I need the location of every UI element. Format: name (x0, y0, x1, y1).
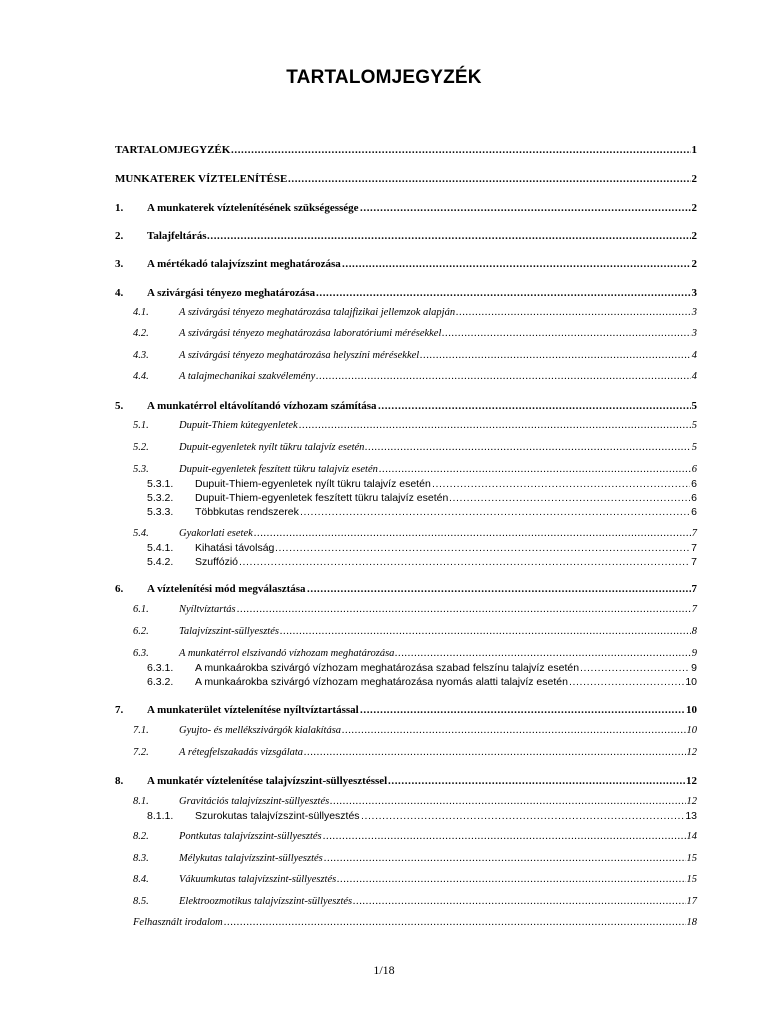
toc-entry-number: 5.3. (133, 464, 149, 475)
toc-entry-page: 5 (691, 442, 697, 453)
toc-entry[interactable] (0, 625, 768, 639)
toc-dot-leader (432, 477, 690, 491)
toc-entry-label: Dupuit-Thiem-egyenletek feszített tükru talajvíz esetén (195, 492, 449, 504)
toc-entry-label: Szurokutas talajvízszint-süllyesztés (195, 810, 360, 822)
toc-dot-leader (324, 852, 686, 866)
toc-entry-number: 1. (115, 202, 124, 214)
toc-entry-number: 4.4. (133, 371, 149, 382)
toc-entry-page: 7 (691, 528, 697, 539)
toc-entry[interactable] (0, 370, 768, 384)
toc-entry-number: 6.3. (133, 648, 149, 659)
toc-entry[interactable] (0, 286, 768, 300)
toc-dot-leader (275, 541, 690, 555)
toc-entry-number: 8. (115, 775, 124, 787)
toc-entry-page: 15 (686, 874, 697, 885)
toc-entry-label: Elektroozmotikus talajvízszint-süllyesztés (179, 896, 353, 907)
toc-entry[interactable] (0, 229, 768, 243)
toc-dot-leader (299, 419, 691, 433)
toc-entry-page: 18 (686, 917, 697, 928)
toc-entry-label: Szuffózió (195, 556, 238, 568)
toc-entry-number: 8.2. (133, 831, 149, 842)
toc-entry-page: 6 (691, 492, 697, 504)
toc-dot-leader (361, 809, 684, 823)
toc-entry-page: 14 (686, 831, 697, 842)
toc-dot-leader (239, 555, 690, 569)
toc-entry[interactable] (0, 647, 768, 661)
toc-entry-number: 3. (115, 258, 124, 270)
toc-entry-number: 8.4. (133, 874, 149, 885)
toc-dot-leader (580, 661, 690, 675)
toc-entry[interactable] (0, 830, 768, 844)
toc-dot-leader (300, 505, 690, 519)
toc-entry-page: 15 (686, 853, 697, 864)
toc-entry[interactable] (0, 201, 768, 215)
toc-dot-leader (337, 873, 686, 887)
toc-entry[interactable] (0, 441, 768, 455)
toc-entry-page: 1 (691, 144, 697, 156)
toc-entry[interactable] (0, 505, 768, 519)
toc-entry-number: 5.2. (133, 442, 149, 453)
toc-entry-label: TARTALOMJEGYZÉK (115, 144, 231, 156)
toc-entry-page: 12 (686, 796, 697, 807)
page-number-footer: 1/18 (373, 963, 395, 977)
toc-entry-number: 5.4. (133, 528, 149, 539)
toc-dot-leader (365, 441, 691, 455)
page-title: TARTALOMJEGYZÉK (286, 67, 482, 88)
toc-dot-leader (342, 257, 691, 271)
toc-entry-number: 5.4.1. (147, 542, 174, 554)
toc-dot-leader (420, 349, 691, 363)
toc-entry-label: A munkatér víztelenítése talajvízszint-süllyesztéssel (147, 775, 388, 787)
toc-entry-number: 8.1. (133, 796, 149, 807)
toc-entry-page: 7 (691, 556, 697, 568)
toc-entry-label: Talajvízszint-süllyesztés (179, 626, 279, 637)
toc-entry[interactable] (0, 746, 768, 760)
toc-entry-number: 4.1. (133, 307, 149, 318)
toc-entry-label: A munkaterület víztelenítése nyíltvíztartással (147, 704, 359, 716)
toc-dot-leader (353, 895, 686, 909)
toc-entry-page: 10 (685, 676, 697, 688)
toc-dot-leader (323, 830, 686, 844)
toc-entry[interactable] (0, 873, 768, 887)
toc-entry-number: 5.3.2. (147, 492, 174, 504)
toc-dot-leader (395, 647, 691, 661)
toc-entry-number: 6.3.1. (147, 662, 174, 674)
toc-entry-number: 6.3.2. (147, 676, 174, 688)
toc-entry-label: Dupuit-egyenletek nyílt tükru talajvíz esetén (179, 442, 365, 453)
toc-entry-page: 6 (691, 464, 697, 475)
toc-entry-number: 7. (115, 704, 124, 716)
toc-dot-leader (569, 675, 684, 689)
toc-entry[interactable] (0, 477, 768, 491)
toc-entry[interactable] (0, 349, 768, 363)
toc-dot-leader (307, 582, 691, 596)
toc-entry-number: 6.2. (133, 626, 149, 637)
toc-entry-page: 3 (691, 287, 697, 299)
toc-entry-page: 7 (691, 604, 697, 615)
toc-dot-leader (316, 286, 691, 300)
toc-entry[interactable] (0, 327, 768, 341)
toc-entry-number: 8.1.1. (147, 810, 174, 822)
toc-dot-leader (456, 306, 691, 320)
toc-dot-leader (288, 172, 691, 186)
toc-entry-page: 2 (691, 258, 697, 270)
toc-entry[interactable] (0, 724, 768, 738)
toc-entry-label: A rétegfelszakadás vizsgálata (179, 747, 304, 758)
toc-dot-leader (207, 229, 691, 243)
toc-entry-page: 4 (691, 350, 697, 361)
toc-entry-number: 5. (115, 400, 124, 412)
toc-entry[interactable] (0, 463, 768, 477)
toc-entry-number: 4.3. (133, 350, 149, 361)
toc-entry[interactable] (0, 143, 768, 157)
toc-entry-label: Talajfeltárás (147, 230, 207, 242)
toc-dot-leader (378, 399, 691, 413)
toc-entry-page: 13 (685, 810, 697, 822)
toc-entry-number: 7.1. (133, 725, 149, 736)
toc-entry[interactable] (0, 582, 768, 596)
toc-entry-label: A mértékadó talajvízszint meghatározása (147, 258, 341, 270)
toc-entry-label: Pontkutas talajvízszint-süllyesztés (179, 831, 322, 842)
toc-entry-page: 9 (691, 662, 697, 674)
toc-entry[interactable] (0, 541, 768, 555)
toc-entry-number: 5.3.3. (147, 506, 174, 518)
toc-entry-label: A talajmechanikai szakvélemény (179, 371, 316, 382)
toc-entry[interactable] (0, 675, 768, 689)
toc-entry-label: Kihatási távolság (195, 542, 275, 554)
toc-entry-page: 7 (691, 542, 697, 554)
toc-entry-number: 6.1. (133, 604, 149, 615)
toc-entry-page: 2 (691, 173, 697, 185)
toc-entry-label: A szivárgási tényezo meghatározása helyszíni mérésekkel (179, 350, 420, 361)
toc-entry-label: A víztelenítési mód megválasztása (147, 583, 306, 595)
toc-entry-page: 12 (686, 747, 697, 758)
toc-dot-leader (360, 201, 691, 215)
toc-dot-leader (388, 774, 685, 788)
toc-entry-page: 3 (691, 307, 697, 318)
toc-entry-label: A munkaterek víztelenítésének szükségessége (147, 202, 359, 214)
toc-entry-page: 6 (691, 506, 697, 518)
toc-entry[interactable] (0, 852, 768, 866)
toc-entry-label: A munkaárokba szivárgó vízhozam meghatározása szabad felszínu talajvíz esetén (195, 662, 580, 674)
toc-entry-page: 5 (691, 400, 697, 412)
toc-entry[interactable] (0, 809, 768, 823)
toc-entry-number: 2. (115, 230, 124, 242)
toc-dot-leader (342, 724, 686, 738)
toc-entry[interactable] (0, 399, 768, 413)
toc-dot-leader (304, 746, 686, 760)
toc-dot-leader (254, 527, 691, 541)
toc-entry-page: 12 (686, 775, 697, 787)
toc-entry-label: Többkutas rendszerek (195, 506, 299, 518)
toc-entry-page: 7 (691, 583, 697, 595)
toc-entry[interactable] (0, 661, 768, 675)
toc-entry[interactable] (0, 916, 768, 930)
toc-dot-leader (379, 463, 691, 477)
toc-entry-label: A munkaárokba szivárgó vízhozam meghatározása nyomás alatti talajvíz esetén (195, 676, 568, 688)
toc-entry-number: 4.2. (133, 328, 149, 339)
toc-entry-page: 10 (686, 725, 697, 736)
toc-entry-label: Dupuit-Thiem kútegyenletek (179, 420, 298, 431)
toc-entry-label: Nyíltvíztartás (179, 604, 236, 615)
toc-entry-number: 5.4.2. (147, 556, 174, 568)
toc-entry-number: 7.2. (133, 747, 149, 758)
toc-entry-page: 9 (691, 648, 697, 659)
toc-entry[interactable] (0, 257, 768, 271)
toc-entry-label: Dupuit-egyenletek feszített tükru talajvíz esetén (179, 464, 378, 475)
toc-entry-label: Vákuumkutas talajvízszint-süllyesztés (179, 874, 337, 885)
toc-entry[interactable] (0, 491, 768, 505)
toc-dot-leader (280, 625, 691, 639)
toc-entry-label: Gyujto- és mellékszivárgók kialakítása (179, 725, 342, 736)
toc-entry-page: 2 (691, 230, 697, 242)
toc-entry-page: 17 (686, 896, 697, 907)
toc-entry-label: Gravitációs talajvízszint-süllyesztés (179, 796, 330, 807)
toc-entry-label: Felhasznált irodalom (133, 917, 223, 928)
toc-entry-label: A munkatérrol elszivandó vízhozam meghatározása (179, 648, 395, 659)
toc-dot-leader (330, 795, 686, 809)
toc-entry-number: 6. (115, 583, 124, 595)
toc-entry-page: 3 (691, 328, 697, 339)
toc-entry-label: Dupuit-Thiem-egyenletek nyílt tükru talajvíz esetén (195, 478, 431, 490)
toc-entry-label: A szivárgási tényezo meghatározása laboratóriumi mérésekkel (179, 328, 442, 339)
toc-entry-number: 4. (115, 287, 124, 299)
toc-entry[interactable] (0, 774, 768, 788)
toc-entry-number: 8.5. (133, 896, 149, 907)
toc-entry-page: 5 (691, 420, 697, 431)
toc-entry-number: 5.1. (133, 420, 149, 431)
toc-entry-page: 10 (686, 704, 697, 716)
toc-entry-page: 6 (691, 478, 697, 490)
toc-dot-leader (360, 703, 685, 717)
toc-entry-label: A szivárgási tényezo meghatározása talajfizikai jellemzok alapján (179, 307, 456, 318)
toc-entry-number: 8.3. (133, 853, 149, 864)
toc-entry-label: Mélykutas talajvízszint-süllyesztés (179, 853, 323, 864)
toc-entry[interactable] (0, 703, 768, 717)
toc-entry-label: MUNKATEREK VÍZTELENÍTÉSE (115, 173, 288, 185)
toc-dot-leader (449, 491, 690, 505)
toc-entry-page: 4 (691, 371, 697, 382)
toc-dot-leader (316, 370, 691, 384)
toc-entry-number: 5.3.1. (147, 478, 174, 490)
toc-dot-leader (224, 916, 686, 930)
toc-entry-label: Gyakorlati esetek (179, 528, 253, 539)
toc-entry[interactable] (0, 555, 768, 569)
toc-entry[interactable] (0, 172, 768, 186)
toc-entry[interactable] (0, 603, 768, 617)
toc-entry-page: 2 (691, 202, 697, 214)
toc-entry[interactable] (0, 419, 768, 433)
toc-entry-label: A munkatérrol eltávolítandó vízhozam számítása (147, 400, 377, 412)
toc-dot-leader (231, 143, 691, 157)
toc-entry-page: 8 (691, 626, 697, 637)
toc-dot-leader (237, 603, 691, 617)
toc-dot-leader (442, 327, 691, 341)
toc-entry[interactable] (0, 895, 768, 909)
toc-entry-label: A szivárgási tényezo meghatározása (147, 287, 316, 299)
toc-entry[interactable] (0, 795, 768, 809)
toc-entry[interactable] (0, 306, 768, 320)
toc-entry[interactable] (0, 527, 768, 541)
